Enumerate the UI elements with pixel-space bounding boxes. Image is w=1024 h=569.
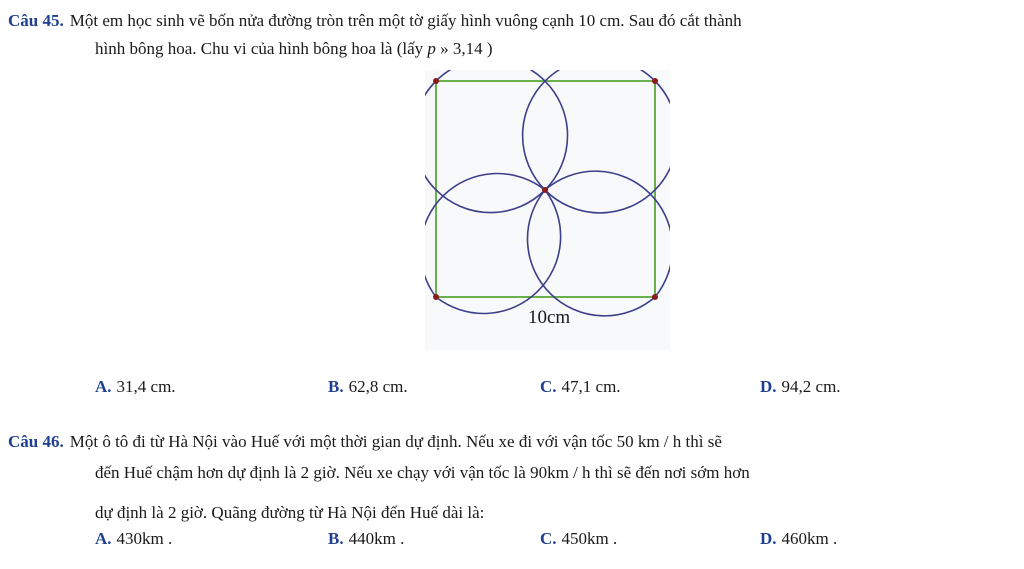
option-text: 94,2 cm. [781,377,841,396]
q45-text-2a: hình bông hoa. Chu vi của hình bông hoa là (lấy [95,39,428,58]
option-letter: D. [760,377,777,396]
petal-top-left-b [436,70,568,190]
q46-line-2: đến Huế chậm hơn dự định là 2 giờ. Nếu xe chạy với vận tốc là 90km / h thì sẽ đến nơi sớm hơn [95,463,750,482]
q45-option-a[interactable] [95,376,176,398]
corner-point [433,78,439,84]
q45-line-2 [95,38,493,60]
q45-text-1: Một em học sinh vẽ bốn nửa đường tròn trên một tờ giấy hình vuông cạnh 10 cm. Sau đó cắt thành [69,11,742,30]
q45-option-b[interactable] [328,376,408,398]
option-text: 31,4 cm. [116,377,176,396]
option-text: 430km . [116,529,173,548]
option-text: 47,1 cm. [561,377,621,396]
flower-figure [425,70,670,350]
q46-option-a[interactable] [95,528,172,550]
option-text: 440km . [348,529,405,548]
q45-number: Câu 45. [8,11,64,30]
corner-point [652,294,658,300]
side-length-label: 10cm [528,307,571,328]
q46-text-1: Một ô tô đi từ Hà Nội vào Huế với một thời gian dự định. Nếu xe đi với vận tốc 50 km / h thì sẽ [69,432,722,451]
q45-pi-symbol: p [427,39,436,58]
petal-bottom-right-a [545,171,670,297]
petal-bottom-left-a [436,190,561,313]
q45-option-c[interactable] [540,376,621,398]
q46-option-d[interactable] [760,528,837,550]
option-letter: A. [95,377,112,396]
option-text: 62,8 cm. [348,377,408,396]
q46-option-b[interactable] [328,528,404,550]
petal-top-right-b [545,81,670,213]
option-letter: D. [760,529,777,548]
corner-point [433,294,439,300]
option-letter: C. [540,529,557,548]
option-letter: B. [328,529,344,548]
q46-line-3: dự định là 2 giờ. Quãng đường từ Hà Nội đến Huế dài là: [95,503,485,522]
option-letter: C. [540,377,557,396]
center-point [542,187,548,193]
q46-option-c[interactable] [540,528,617,550]
q46-line-1 [8,431,722,453]
option-text: 460km . [781,529,838,548]
petal-top-left-a [425,81,545,213]
option-letter: B. [328,377,344,396]
q46-number: Câu 46. [8,432,64,451]
q45-option-d[interactable] [760,376,841,398]
q45-line-1 [8,10,742,32]
corner-point [652,78,658,84]
option-letter: A. [95,529,112,548]
option-text: 450km . [561,529,618,548]
q45-text-2b: » 3,14 ) [435,39,493,58]
